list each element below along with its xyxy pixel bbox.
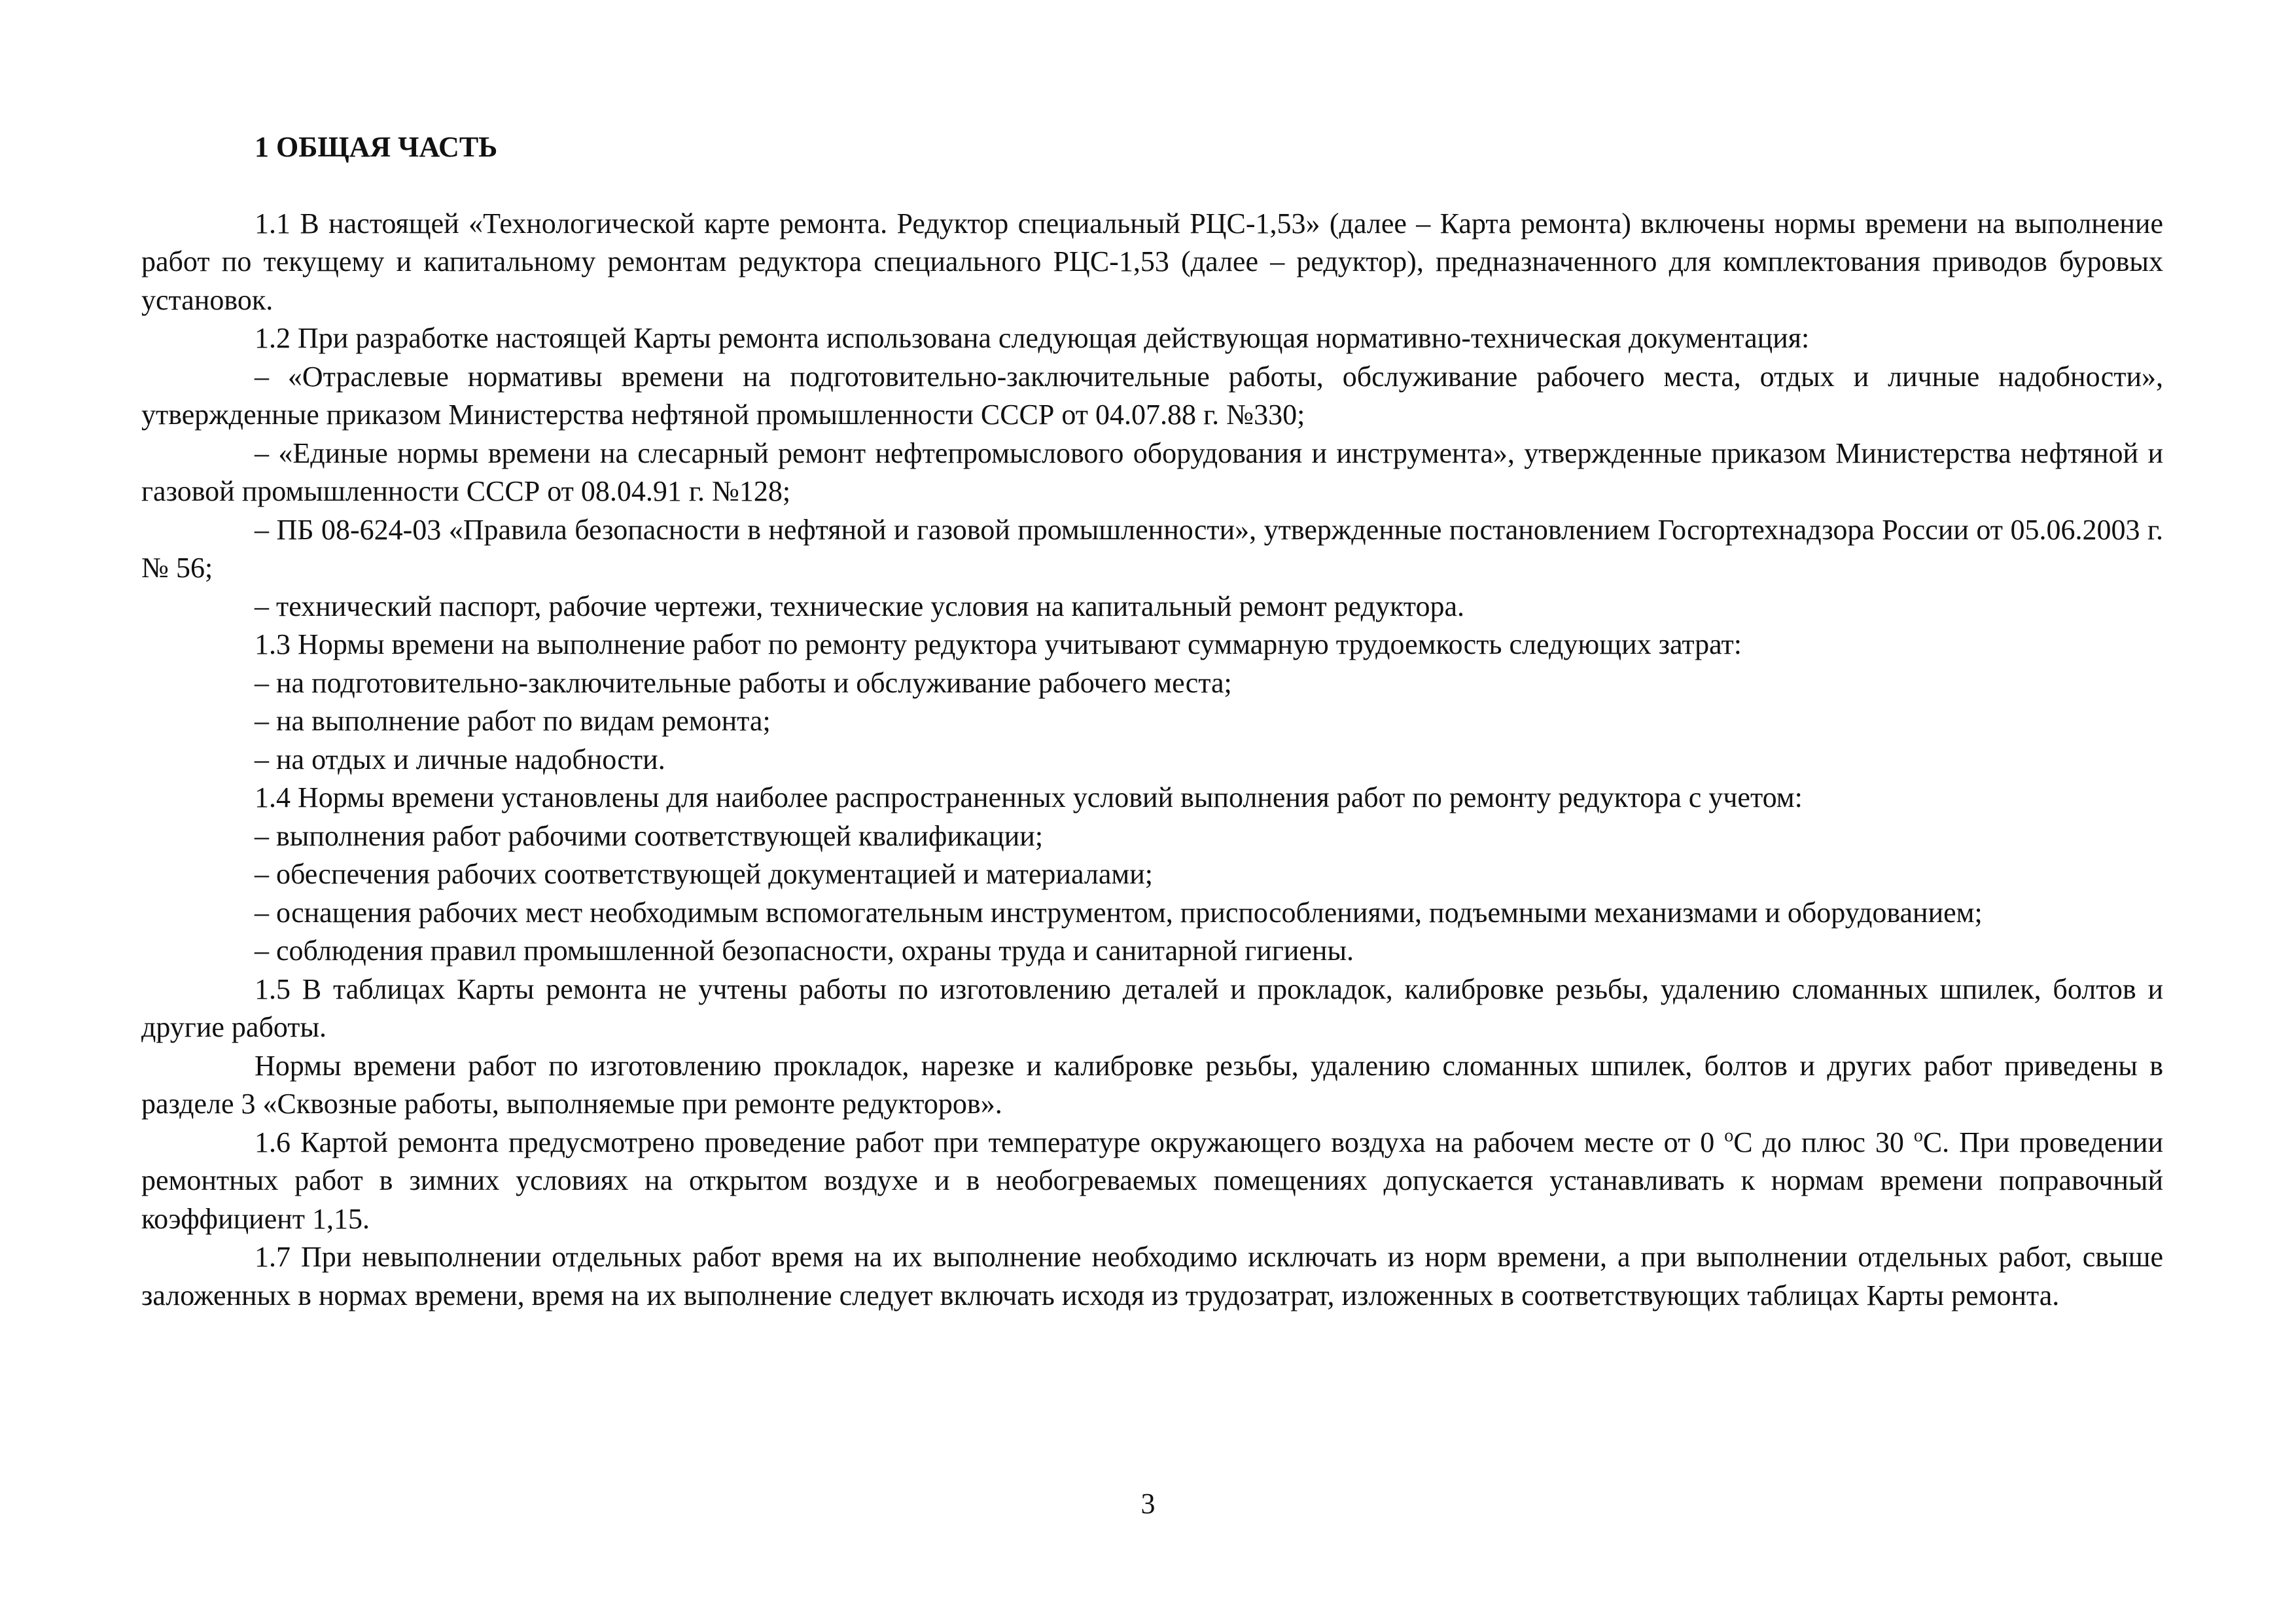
paragraph-1-3: 1.3 Нормы времени на выполнение работ по ремонту редуктора учитывают суммарную трудоемкость следующих затрат:: [255, 628, 1742, 660]
document-body: [141, 128, 2163, 1315]
list-item: – на выполнение работ по видам ремонта;: [255, 705, 771, 737]
page-number: 3: [1140, 1488, 1156, 1520]
list-item: – ПБ 08-624-03 «Правила безопасности в нефтяной и газовой промышленности», утвержденные постановлением Госгортехнадзора России от 05.06.2003 г. № 56;: [141, 513, 2163, 584]
paragraph-1-7: 1.7 При невыполнении отдельных работ время на их выполнение необходимо исключать из норм времени, а при выполнении отдельных работ, свыше заложенных в нормах времени, время на их выполнение следует включать исходя из трудозатрат, изложенных в соответствующих таблицах Карты ремонта.: [141, 1241, 2163, 1311]
list-item: – технический паспорт, рабочие чертежи, технические условия на капитальный ремонт редуктора.: [255, 590, 1464, 622]
paragraph-1-6-part-a: 1.6 Картой ремонта предусмотрено проведение работ при температуре окружающего воздуха на рабочем месте от 0: [255, 1126, 1725, 1158]
paragraph-1-5-continued: Нормы времени работ по изготовлению прокладок, нарезке и калибровке резьбы, удалению сломанных шпилек, болтов и других работ приведены в разделе 3 «Сквозные работы, выполняемые при ремонте редукторов».: [141, 1049, 2163, 1120]
paragraph-1-5: 1.5 В таблицах Карты ремонта не учтены работы по изготовлению деталей и прокладок, калибровке резьбы, удалению сломанных шпилек, болтов и другие работы.: [141, 972, 2163, 1043]
list-item: – на отдых и личные надобности.: [255, 743, 665, 776]
list-item: – обеспечения рабочих соответствующей документацией и материалами;: [255, 858, 1153, 890]
degree-sign: o: [1724, 1125, 1734, 1146]
degree-sign: o: [1913, 1125, 1923, 1146]
paragraph-1-6-part-b: С до плюс 30: [1733, 1126, 1914, 1158]
paragraph-1-1: 1.1 В настоящей «Технологической карте ремонта. Редуктор специальный РЦС-1,53» (далее – Карта ремонта) включены нормы времени на выполнение работ по текущему и капитальному ремонтам редуктора специального РЦС-1,53 (далее – редуктор), предназначенного для комплектования приводов буровых установок.: [141, 207, 2163, 316]
paragraph-1-2: 1.2 При разработке настоящей Карты ремонта использована следующая действующая нормативно-техническая документация:: [255, 322, 1810, 354]
list-item: – соблюдения правил промышленной безопасности, охраны труда и санитарной гигиены.: [255, 935, 1354, 967]
section-heading: 1 ОБЩАЯ ЧАСТЬ: [255, 131, 498, 163]
list-item: – «Отраслевые нормативы времени на подготовительно-заключительные работы, обслуживание рабочего места, отдых и личные надобности», утвержденные приказом Министерства нефтяной промышленности СССР от 04.07.88 г. №330;: [141, 360, 2163, 431]
list-item: – на подготовительно-заключительные работы и обслуживание рабочего места;: [255, 666, 1232, 699]
paragraph-1-4: 1.4 Нормы времени установлены для наиболее распространенных условий выполнения работ по ремонту редуктора с учетом:: [255, 781, 1803, 813]
paragraph-1-6: [141, 1124, 2163, 1239]
list-item: – оснащения рабочих мест необходимым вспомогательным инструментом, приспособлениями, подъемными механизмами и оборудованием;: [255, 896, 1983, 929]
list-item: – «Единые нормы времени на слесарный ремонт нефтепромыслового оборудования и инструмента», утвержденные приказом Министерства нефтяной и газовой промышленности СССР от 08.04.91 г. №128;: [141, 437, 2163, 507]
paragraph-1-6-part-c: С. При проведении ремонтных работ в зимних условиях на открытом воздухе и в необогреваемых помещениях допускается устанавливать к нормам времени поправочный коэффициент 1,15.: [141, 1126, 2164, 1235]
list-item: – выполнения работ рабочими соответствующей квалификации;: [255, 819, 1044, 852]
